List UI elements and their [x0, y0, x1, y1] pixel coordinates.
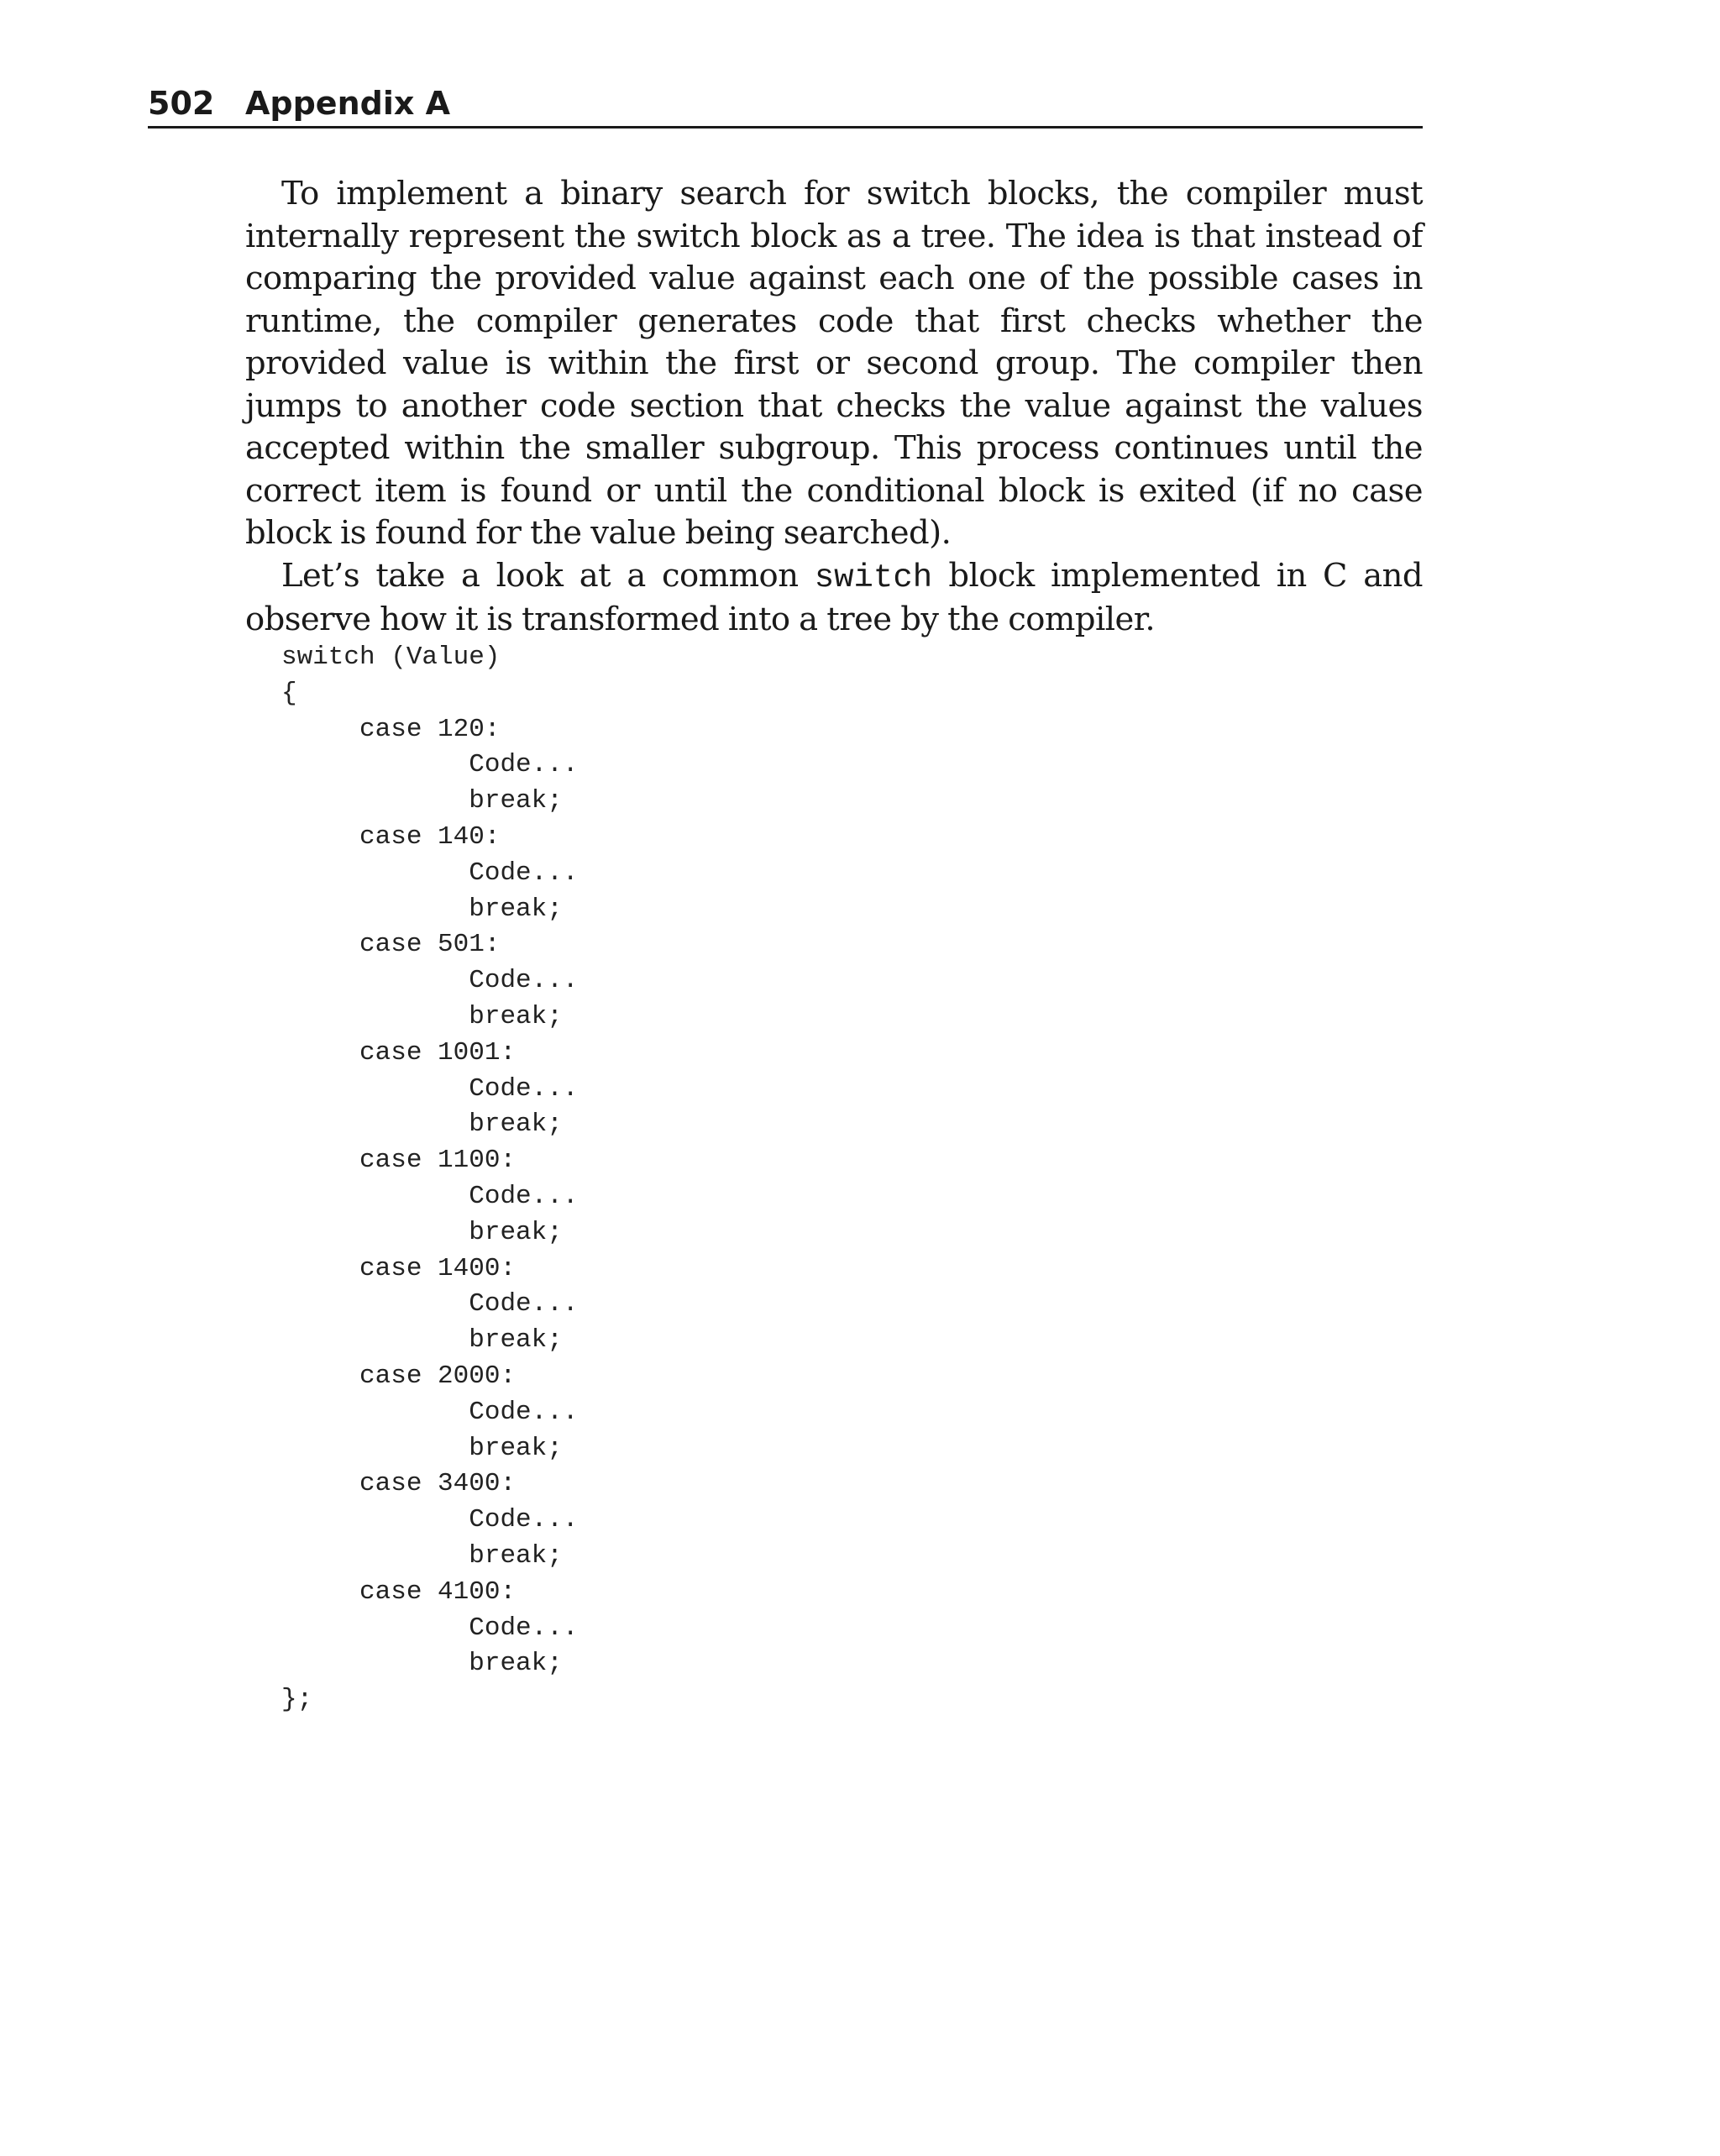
code-line: break;: [281, 1540, 563, 1571]
code-line: Code...: [281, 1613, 579, 1643]
code-line: break;: [281, 1001, 563, 1031]
code-line: break;: [281, 894, 563, 924]
code-line: break;: [281, 1325, 563, 1356]
code-line: Code...: [281, 858, 579, 888]
paragraph-binary-search: To implement a binary search for switch blocks, the compiler must internally represent the switch block as a tree. The idea is that instead of comparing the provided value against each one of the possible cases in runtime, the compiler generates code that first checks whether the provided value is within the first or second group. The compiler then jumps to another code section that checks the value against the values accepted within the smaller subgroup. This process continues until the correct item is found or until the conditional block is exited (if no case block is found for the value being searched).: [245, 175, 1423, 552]
code-line: switch (Value): [281, 643, 501, 672]
page-number: 502: [148, 85, 215, 122]
body-text: [245, 173, 1423, 642]
code-line: break;: [281, 1217, 563, 1247]
code-line: case 1400:: [281, 1253, 517, 1283]
code-line: case 120:: [281, 714, 501, 744]
code-line: break;: [281, 1433, 563, 1463]
code-line: Code...: [281, 1181, 579, 1211]
code-line: case 4100:: [281, 1576, 517, 1607]
code-line: break;: [281, 1109, 563, 1140]
code-listing: [281, 640, 578, 1718]
code-line: Code...: [281, 1073, 579, 1104]
code-line: case 501:: [281, 930, 501, 960]
running-header: [148, 81, 1423, 129]
code-line: break;: [281, 786, 563, 816]
code-line: case 1100:: [281, 1146, 517, 1176]
code-line: case 140:: [281, 821, 501, 852]
inline-code-switch: switch: [814, 559, 933, 596]
code-line: {: [281, 678, 297, 708]
code-line: Code...: [281, 750, 579, 780]
code-line: };: [281, 1685, 313, 1715]
code-line: case 3400:: [281, 1469, 517, 1499]
code-line: Code...: [281, 966, 579, 996]
code-line: Code...: [281, 1397, 579, 1427]
code-line: Code...: [281, 1505, 579, 1535]
code-line: Code...: [281, 1289, 579, 1319]
paragraph-text-before-code: Let’s take a look at a common: [281, 556, 815, 595]
code-line: case 2000:: [281, 1361, 517, 1391]
code-line: case 1001:: [281, 1037, 517, 1068]
paragraph-switch-intro: [245, 555, 1423, 642]
section-title: Appendix A: [245, 85, 451, 122]
paragraph-text-after-code: block implemented in C and observe how it is transformed into a tree by the compiler.: [245, 556, 1423, 638]
code-line: break;: [281, 1649, 563, 1679]
